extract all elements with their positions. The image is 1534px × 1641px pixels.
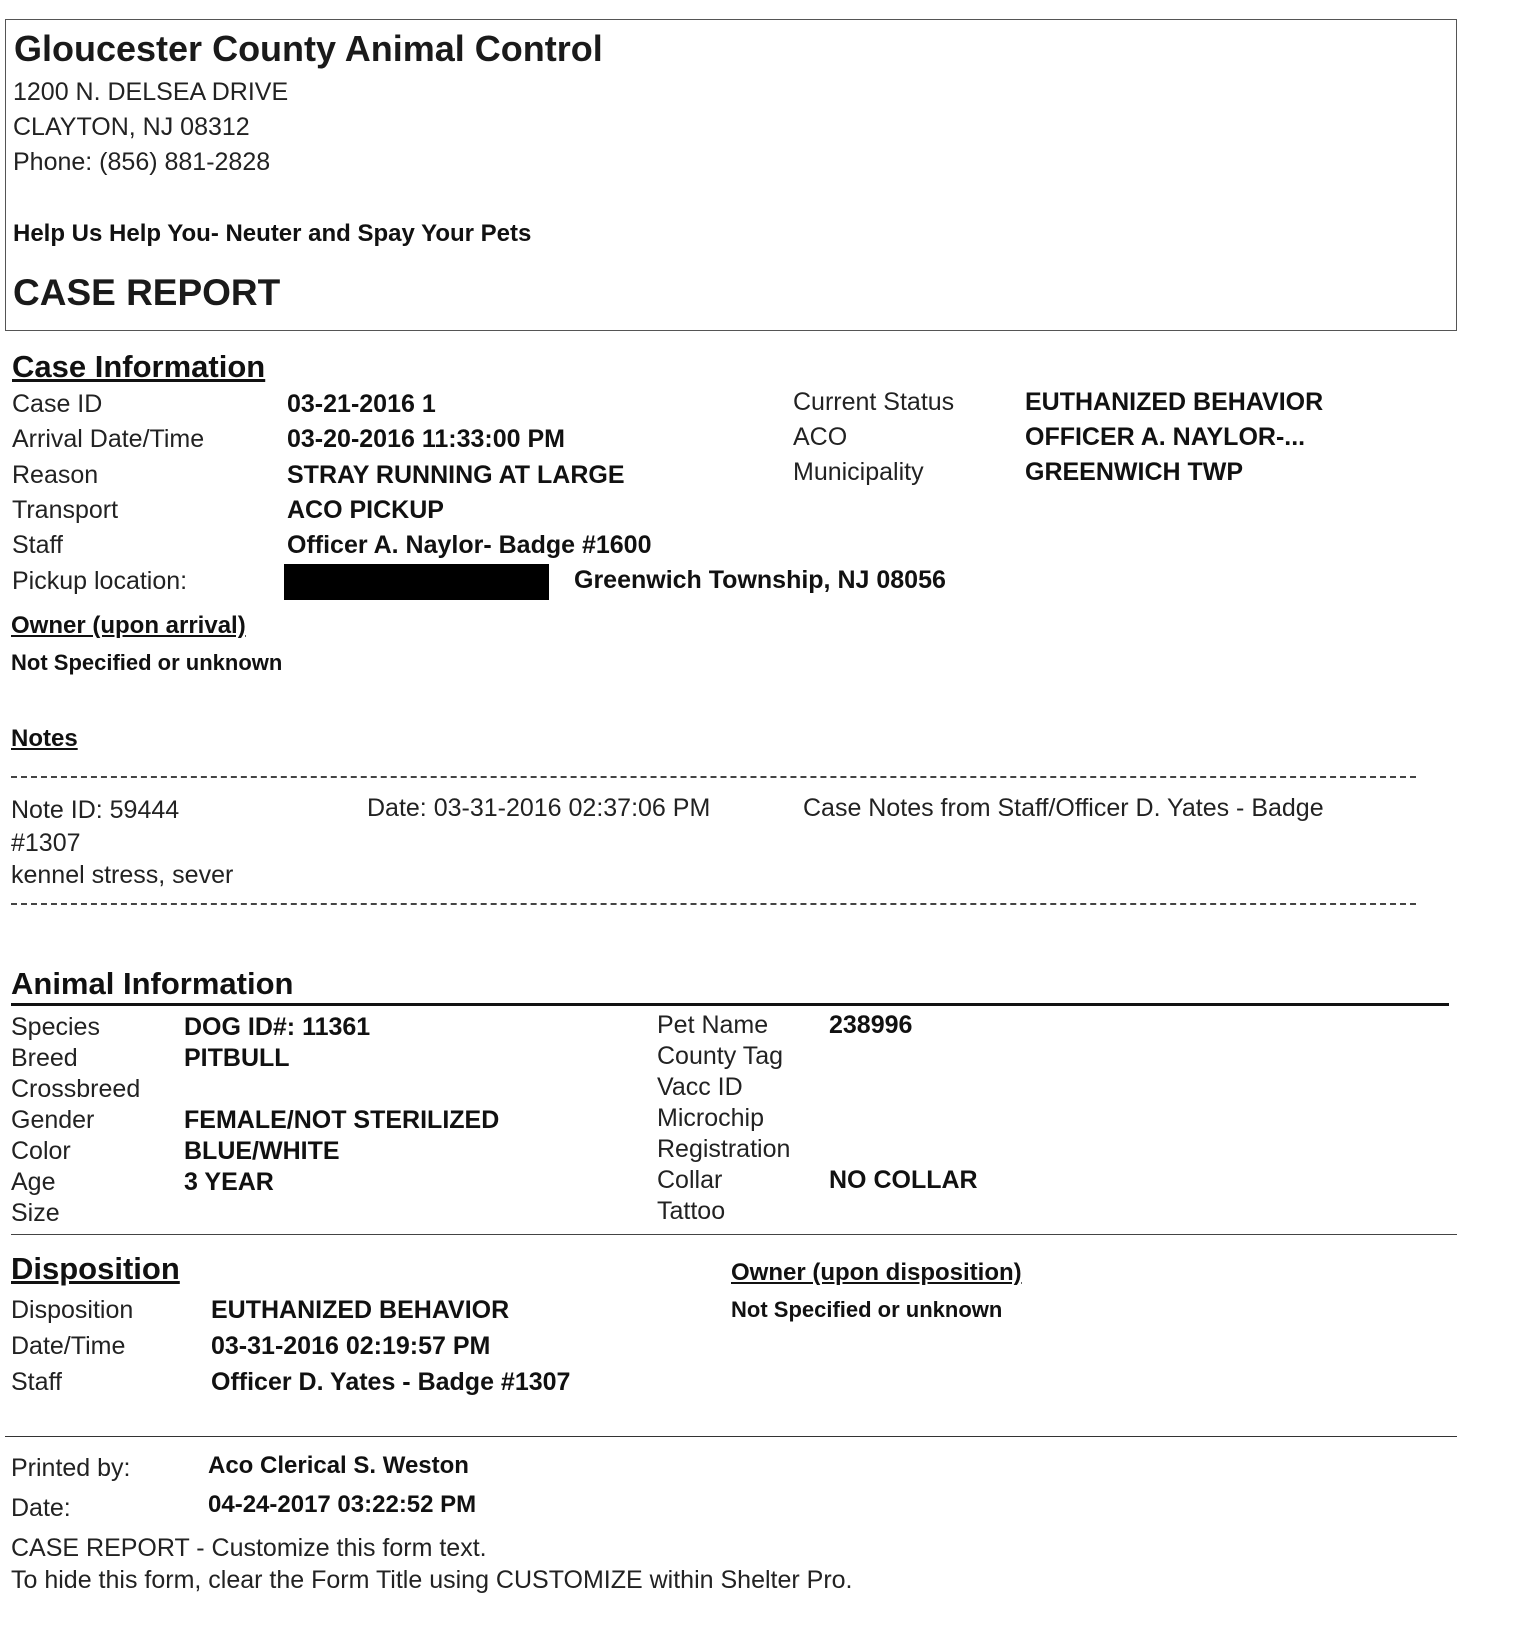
notes-heading: Notes — [11, 725, 78, 752]
disposition-heading: Disposition — [11, 1251, 180, 1286]
printed-by-label: Printed by: — [11, 1454, 131, 1482]
aco-label: ACO — [793, 423, 848, 451]
disposition-value: EUTHANIZED BEHAVIOR — [211, 1296, 510, 1324]
case-id-value: 03-21-2016 1 — [287, 390, 436, 418]
address-line2: CLAYTON, NJ 08312 — [13, 113, 250, 141]
status-value: EUTHANIZED BEHAVIOR — [1025, 388, 1324, 416]
pet-name-value: 238996 — [829, 1011, 913, 1039]
registration-label: Registration — [657, 1135, 791, 1163]
species-label: Species — [11, 1013, 100, 1041]
transport-value: ACO PICKUP — [287, 496, 444, 524]
gender-value: FEMALE/NOT STERILIZED — [184, 1106, 500, 1134]
report-title: CASE REPORT — [13, 272, 281, 313]
note-text: kennel stress, sever — [11, 861, 234, 889]
pet-name-label: Pet Name — [657, 1011, 769, 1039]
notes-divider-bottom — [11, 903, 1416, 905]
form-note-line2: To hide this form, clear the Form Title using CUSTOMIZE within Shelter Pro. — [11, 1566, 853, 1594]
footer-rule — [5, 1436, 1457, 1437]
disposition-staff-label: Staff — [11, 1368, 62, 1396]
disposition-datetime-label: Date/Time — [11, 1332, 126, 1360]
pickup-label: Pickup location: — [12, 567, 188, 595]
animal-info-heading: Animal Information — [11, 966, 294, 1001]
notes-divider-top — [11, 776, 1416, 778]
animal-info-bottom-rule — [11, 1234, 1457, 1235]
staff-value: Officer A. Naylor- Badge #1600 — [287, 531, 652, 559]
owner-arrival-value: Not Specified or unknown — [11, 650, 283, 675]
printed-by-value: Aco Clerical S. Weston — [208, 1452, 469, 1479]
age-label: Age — [11, 1168, 56, 1196]
org-name: Gloucester County Animal Control — [14, 28, 603, 69]
vacc-id-label: Vacc ID — [657, 1073, 743, 1101]
age-value: 3 YEAR — [184, 1168, 274, 1196]
crossbreed-label: Crossbreed — [11, 1075, 141, 1103]
printed-date-label: Date: — [11, 1494, 71, 1522]
note-source: Case Notes from Staff/Officer D. Yates - Badge — [803, 794, 1324, 822]
gender-label: Gender — [11, 1106, 95, 1134]
collar-label: Collar — [657, 1166, 723, 1194]
pickup-location-value: Greenwich Township, NJ 08056 — [574, 566, 946, 594]
color-value: BLUE/WHITE — [184, 1137, 340, 1165]
disposition-staff-value: Officer D. Yates - Badge #1307 — [211, 1368, 571, 1396]
case-id-label: Case ID — [12, 390, 103, 418]
collar-value: NO COLLAR — [829, 1166, 978, 1194]
tattoo-label: Tattoo — [657, 1197, 726, 1225]
microchip-label: Microchip — [657, 1104, 764, 1132]
disposition-label: Disposition — [11, 1296, 134, 1324]
arrival-value: 03-20-2016 11:33:00 PM — [287, 425, 565, 453]
breed-label: Breed — [11, 1044, 78, 1072]
animal-info-rule — [11, 1003, 1449, 1006]
note-date: Date: 03-31-2016 02:37:06 PM — [367, 794, 711, 822]
owner-arrival-heading: Owner (upon arrival) — [11, 612, 246, 639]
disposition-datetime-value: 03-31-2016 02:19:57 PM — [211, 1332, 491, 1360]
owner-disposition-heading: Owner (upon disposition) — [731, 1259, 1022, 1286]
county-tag-label: County Tag — [657, 1042, 784, 1070]
status-label: Current Status — [793, 388, 955, 416]
slogan: Help Us Help You- Neuter and Spay Your Pets — [13, 220, 532, 247]
transport-label: Transport — [12, 496, 119, 524]
reason-value: STRAY RUNNING AT LARGE — [287, 461, 625, 489]
printed-date-value: 04-24-2017 03:22:52 PM — [208, 1491, 477, 1518]
owner-disposition-value: Not Specified or unknown — [731, 1297, 1003, 1322]
address-line1: 1200 N. DELSEA DRIVE — [13, 78, 289, 106]
note-badge: #1307 — [11, 829, 81, 857]
aco-value: OFFICER A. NAYLOR-... — [1025, 423, 1306, 451]
municipality-label: Municipality — [793, 458, 924, 486]
size-label: Size — [11, 1199, 60, 1227]
note-id: Note ID: 59444 — [11, 796, 180, 824]
color-label: Color — [11, 1137, 71, 1165]
form-note-line1: CASE REPORT - Customize this form text. — [11, 1534, 487, 1562]
phone: Phone: (856) 881-2828 — [13, 148, 271, 176]
breed-value: PITBULL — [184, 1044, 290, 1072]
case-info-heading: Case Information — [12, 349, 266, 384]
arrival-label: Arrival Date/Time — [12, 425, 205, 453]
redaction-block — [284, 564, 549, 600]
staff-label: Staff — [12, 531, 63, 559]
municipality-value: GREENWICH TWP — [1025, 458, 1244, 486]
reason-label: Reason — [12, 461, 99, 489]
species-value: DOG ID#: 11361 — [184, 1013, 371, 1041]
